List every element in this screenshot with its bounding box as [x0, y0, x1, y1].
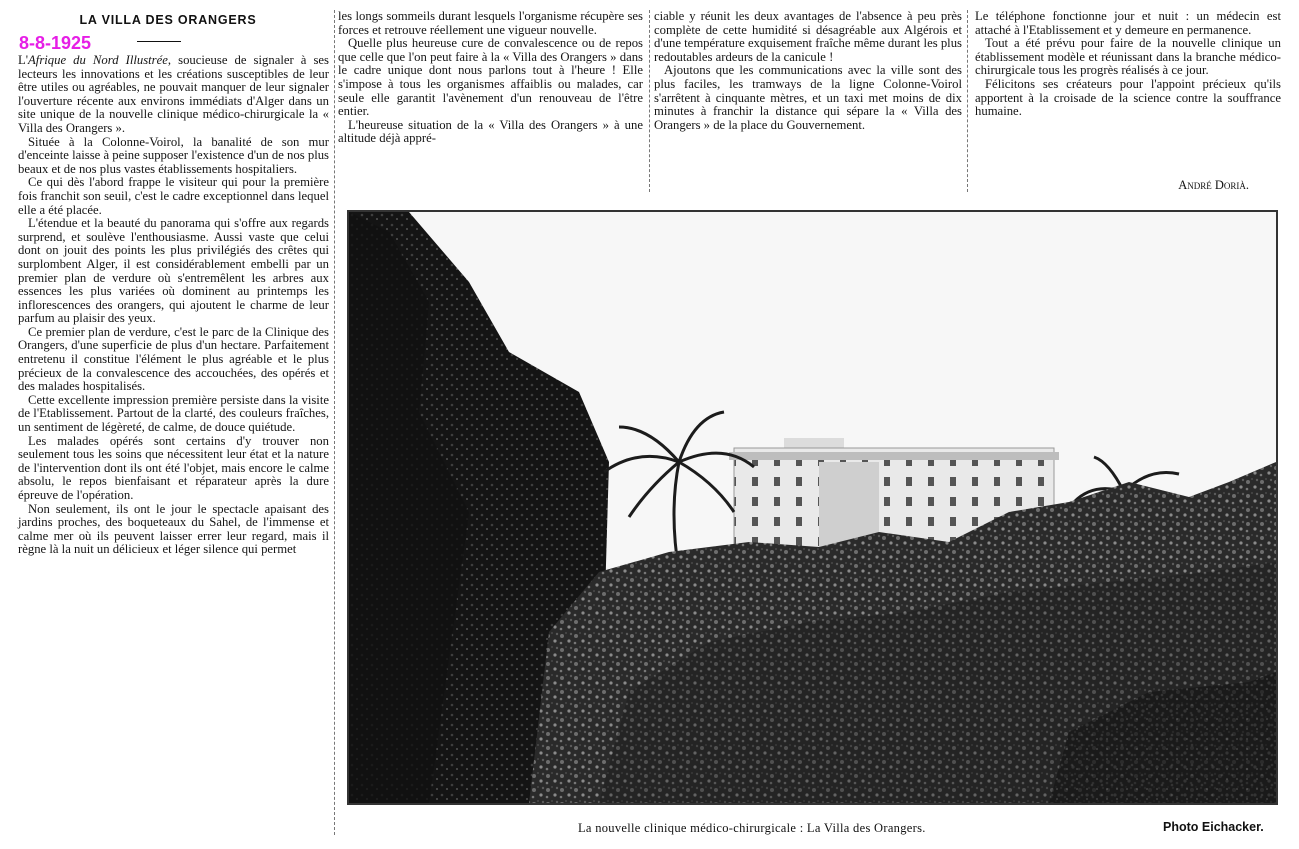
column-divider — [967, 10, 968, 192]
headline: LA VILLA DES ORANGERS — [79, 13, 257, 27]
photo-caption: La nouvelle clinique médico-chirurgicale : La Villa des Orangers. — [578, 821, 926, 835]
article-paragraph: Félicitons ses créateurs pour l'appoint précieux qu'ils apportent à la croisade de la science contre la souffrance humaine. — [975, 76, 1281, 119]
article-paragraph: Ce qui dès l'abord frappe le visiteur qui pour la première fois franchit son seuil, c'est le cadre exceptionnel dans lequel elle a été placée. — [18, 175, 329, 217]
article-paragraph: Les malades opérés sont certains d'y trouver non seulement tous les soins que nécessitent leur état et la nature de l'intervention dont ils ont été l'objet, mais encore le calme absolu, le repos bienfaisant et réparateur après la dure épreuve de l'opération. — [18, 433, 329, 502]
article-paragraph: Non seulement, ils ont le jour le spectacle apaisant des jardins proches, des boqueteaux du Sahel, de l'immense et calme mer où ils peuvent laisser errer leur regard, mais il règne là la nuit un délicieux et léger silence qui permet — [18, 501, 329, 557]
author-signature: André Dorià. — [1178, 178, 1249, 192]
article-paragraph: ciable y réunit les deux avantages de l'absence à peu près complète de cette humidité si désagréable aux Algérois et d'une température exquisement fraîche même durant les plus redoutables ardeurs de la canicule ! — [654, 9, 962, 64]
article-paragraph: les longs sommeils durant lesquels l'organisme récupère ses forces et retrouve réellement une vigueur nouvelle. — [338, 9, 643, 37]
article-paragraph: Ce premier plan de verdure, c'est le parc de la Clinique des Orangers, d'une superficie de plus d'un hectare. Parfaitement entretenu il constitue l'élément le plus agréable et le plus précieux de la convalescence des accouchées, des opérés et des malades hospitalisés. — [18, 324, 329, 394]
article-paragraph: Tout a été prévu pour faire de la nouvelle clinique un établissement modèle et réunissant dans la branche médico-chirurgicale tous les progrès réalisés à ce jour. — [975, 36, 1281, 78]
date-stamp: 8-8-1925 — [19, 33, 92, 53]
column-divider — [649, 10, 650, 192]
article-paragraph: Cette excellente impression première persiste dans la visite de l'Etablissement. Partout de la clarté, des couleurs fraîches, un sentiment de légèreté, de calme, de douce quiétude. — [18, 392, 329, 435]
photo-villa-des-orangers — [347, 210, 1278, 805]
article-column-1 — [18, 54, 329, 557]
article-paragraph: L'Afrique du Nord Illustrée, soucieuse de signaler à ses lecteurs les innovations et les créations susceptibles de leur être utiles ou agréables, ne pouvait manquer de leur signaler l'ouverture récente aux environs immédiats d'Alger dans un site unique de la nouvelle clinique médico-chirurgicale la « Villa des Orangers ». — [18, 53, 329, 135]
article-column-4 — [975, 10, 1281, 119]
title-rule — [137, 41, 181, 42]
article-paragraph: Le téléphone fonctionne jour et nuit : un médecin est attaché à l'Etablissement et y demeure en permanence. — [975, 9, 1281, 37]
article-paragraph: Située à la Colonne-Voirol, la banalité de son mur d'enceinte laisse à peine supposer l'existence d'un de nos plus beaux et de nos plus vastes établissements hospitaliers. — [18, 134, 329, 176]
column-divider — [334, 10, 335, 835]
photo-credit: Photo Eichacker. — [1163, 820, 1264, 834]
article-paragraph: L'heureuse situation de la « Villa des Orangers » à une altitude déjà appré- — [338, 117, 643, 146]
article-column-2 — [338, 10, 643, 146]
article-paragraph: Quelle plus heureuse cure de convalescence ou de repos que celle que l'on peut faire à la « Villa des Orangers » dans le cadre unique dont nous parlons tout à l'heure ! Elle s'impose à tous les organismes affaiblis ou malades, car seule elle garantit l'avènement d'un renouveau de l'être entier. — [338, 36, 643, 119]
photo-illustration — [349, 212, 1276, 803]
article-paragraph: L'étendue et la beauté du panorama qui s'offre aux regards surprend, et soulève l'enthousiasme. Aussi vaste que celui dont on jouit des points les plus privilégiés des crêtes qui surplombent Alger, il est considérablement embelli par un premier plan de verdure où s'entremêlent les arbres aux essences les plus variées où dominent au printemps les inflorescences des orangers, qui ajoutent le charme de leur parfum au plaisir des yeux. — [18, 216, 329, 326]
article-column-3 — [654, 10, 962, 132]
article-paragraph: Ajoutons que les communications avec la ville sont des plus faciles, les tramways de la ligne Colonne-Voirol s'arrêtent à cinquante mètres, et un taxi met moins de dix minutes à franchir la distance qui sépare la « Villa des Orangers » de la place du Gouvernement. — [654, 63, 962, 132]
